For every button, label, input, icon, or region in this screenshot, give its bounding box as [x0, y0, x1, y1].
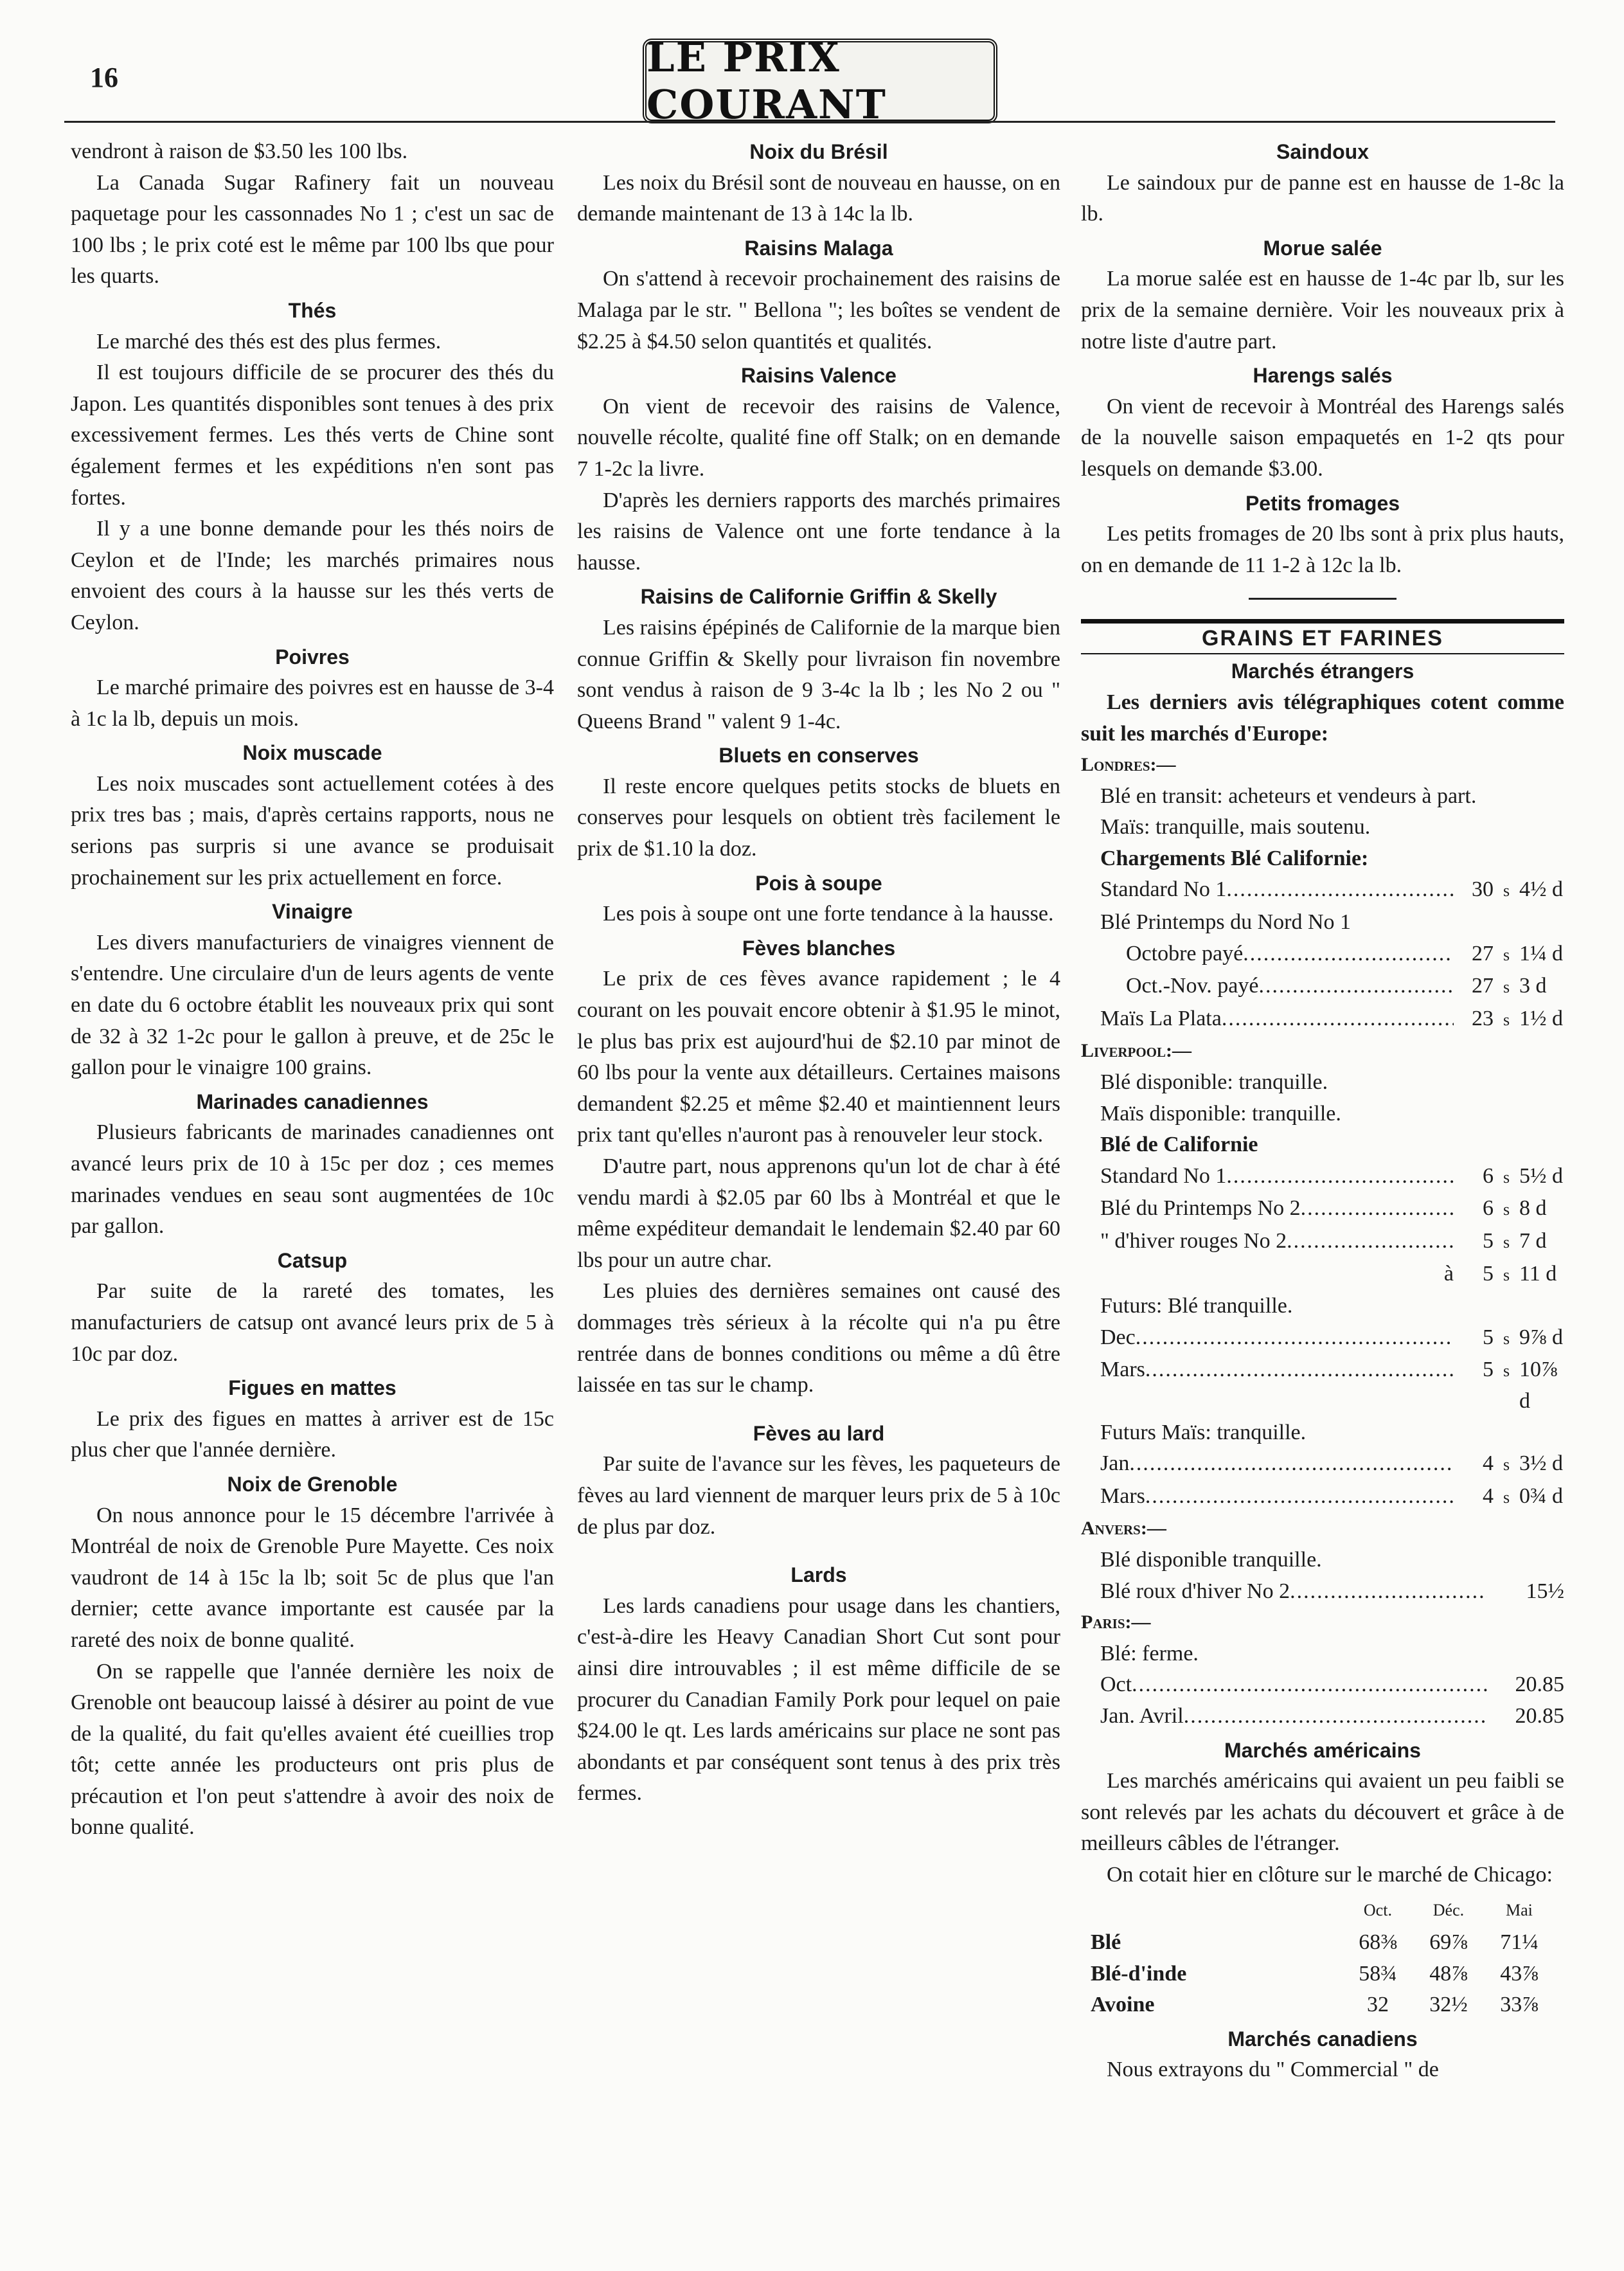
paragraph: Maïs: tranquille, mais soutenu.: [1100, 815, 1371, 839]
paragraph: Les divers manufacturiers de vinaigres viennent de s'entendre. Une circulaire d'un de leurs agents de vente en date du 6 octobre établit les nouveaux prix qui sont de 32 à 32 1-2c pour le gallon à preuve, et de 25c le gallon pour le vinaigre 100 grains.: [71, 930, 554, 1080]
paragraph: On se rappelle que l'année dernière les noix de Grenoble ont beaucoup laissé à désirer au point de vue de la qualité, du fait qu'elles avaient été cueillies trop tôt; cette année les producteurs ont pris plus de précaution et l'on peut s'attendre à avoir des noix de bonne qualité.: [71, 1659, 554, 1840]
paragraph: Les noix muscades sont actuellement cotées à des prix tres bas ; mais, d'après certains rapports, nous ne serions pas surpris si une avance se produisait prochainement sur les prix actuellement en force.: [71, 771, 554, 890]
heading-lards: Lards: [790, 1563, 847, 1587]
column-2: [577, 136, 1060, 1809]
paragraph: Les pois à soupe ont une forte tendance à la hausse.: [603, 902, 1054, 926]
quote-row: Mars ..... 5 s 10⅞ d: [1081, 1354, 1564, 1417]
paragraph: Les pluies des dernières semaines ont causé des dommages très sérieux à la récolte qui n'a pu être rentrée dans de bonnes conditions ou même a dû être laissée en tas sur le champ.: [577, 1279, 1060, 1397]
column-3: [1081, 136, 1564, 2086]
table-header: Oct.: [1363, 1901, 1392, 1920]
paragraph: Le marché primaire des poivres est en hausse de 3-4 à 1c la lb, depuis un mois.: [71, 676, 554, 731]
paragraph: Les derniers avis télégraphiques cotent comme suit les marchés d'Europe:: [1081, 690, 1564, 746]
paragraph: Par suite de l'avance sur les fèves, les paqueteurs de fèves au lard viennent de marquer leurs prix de 5 à 10c de plus par doz.: [577, 1452, 1060, 1539]
quote-row: Blé roux d'hiver No 2 ..... 15½: [1081, 1576, 1564, 1608]
paragraph: La morue salée est en hausse de 1-4c par lb, sur les prix de la semaine dernière. Voir les nouveaux prix à notre liste d'autre part.: [1081, 267, 1564, 354]
market-london: Londres:—: [1081, 754, 1176, 776]
quote-row: Jan ..... 4 s 3½ d: [1081, 1448, 1564, 1481]
quote-row: Oct ..... 20.85: [1081, 1669, 1564, 1701]
quote-row: Octobre payé ..... 27 s 1¼ d: [1081, 938, 1564, 971]
section-heading-grains: GRAINS ET FARINES: [1081, 619, 1564, 654]
heading-vinaigre: Vinaigre: [272, 900, 353, 924]
header-rule: [64, 121, 1555, 123]
paragraph: Le saindoux pur de panne est en hausse de 1-8c la lb.: [1081, 170, 1564, 226]
paragraph: D'après les derniers rapports des marchés primaires les raisins de Valence ont une forte tendance à la hausse.: [577, 488, 1060, 575]
table-row: Avoine 32 32½ 33⅞: [1091, 1993, 1539, 2017]
paragraph: Il est toujours difficile de se procurer des thés du Japon. Les quantités disponibles sont tenues à des prix excessivement fermes. Les thés verts de Chine sont également fermes et les expéditions n'en sont pas fortes.: [71, 361, 554, 510]
paragraph: Les lards canadiens pour usage dans les chantiers, c'est-à-dire les Heavy Canadian Short Cut sont pour ainsi dire introuvables ; il est même difficile de se procurer du Canadian Family Pork pour lequel on paie $24.00 le qt. Les lards américains sur place ne sont pas abondants et par conséquent sont tenus à des prix très fermes.: [577, 1593, 1060, 1806]
market-liverpool: Liverpool:—: [1081, 1040, 1192, 1062]
paragraph: On vient de recevoir des raisins de Valence, nouvelle récolte, qualité fine off Stalk; on en demande 7 1-2c la livre.: [577, 394, 1060, 481]
market-anvers: Anvers:—: [1081, 1518, 1166, 1539]
paragraph: Blé: ferme.: [1100, 1641, 1199, 1665]
paragraph: Il y a une bonne demande pour les thés noirs de Ceylon et de l'Inde; les marchés primaires nous envoient des cours à la hausse sur les thés verts de Ceylon.: [71, 517, 554, 634]
heading-figues: Figues en mattes: [228, 1376, 397, 1400]
quote-row: " d'hiver rouges No 2 ..... 5 s 7 d: [1081, 1226, 1564, 1259]
paragraph: On s'attend à recevoir prochainement des raisins de Malaga par le str. " Bellona "; les boîtes se vendent de $2.25 à $4.50 selon quantités et qualités.: [577, 267, 1060, 354]
paragraph: Blé disponible tranquille.: [1100, 1547, 1322, 1572]
table-header: Déc.: [1432, 1901, 1465, 1920]
paragraph: Futurs: Blé tranquille.: [1100, 1294, 1293, 1318]
heading-petits-fromages: Petits fromages: [1245, 491, 1400, 515]
paragraph: Plusieurs fabricants de marinades canadiennes ont avancé leurs prix de 10 à 15c per doz ; ces memes marinades vendues en seau sont augmentées de 10c par gallon.: [71, 1120, 554, 1239]
quote-row: à 5 s 11 d: [1443, 1261, 1557, 1286]
subheading: Chargements Blé Californie:: [1100, 846, 1369, 870]
page-number: 16: [90, 62, 118, 93]
heading-bluets: Bluets en conserves: [718, 744, 919, 767]
heading-harengs: Harengs salés: [1253, 364, 1393, 388]
quote-row: Standard No 1 ..... 30 s 4½ d: [1081, 874, 1564, 907]
quote-row: Blé du Printemps No 2 ..... 6 s 8 d: [1081, 1193, 1564, 1226]
paragraph: On vient de recevoir à Montréal des Harengs salés de la nouvelle saison empaquetés en 1-2 qts pour lesquels on demande $3.00.: [1081, 394, 1564, 481]
heading-marinades: Marinades canadiennes: [196, 1090, 429, 1113]
paragraph: Blé en transit: acheteurs et vendeurs à part.: [1100, 784, 1477, 808]
paragraph: Le prix des figues en mattes à arriver est de 15c plus cher que l'année dernière.: [71, 1406, 554, 1462]
paragraph: On nous annonce pour le 15 décembre l'arrivée à Montréal de noix de Grenoble Pure Mayette. Ces noix vaudront de 14 à 15c la lb; soit 5c de plus que l'an dernier; cette avance importante est causée par la rareté des noix de bonne qualité.: [71, 1503, 554, 1652]
heading-feves-au-lard: Fèves au lard: [753, 1421, 885, 1445]
heading-morue: Morue salée: [1263, 236, 1382, 260]
quote-row: Blé Printemps du Nord No 1: [1100, 910, 1352, 935]
heading-noix-grenoble: Noix de Grenoble: [227, 1472, 398, 1496]
heading-marches-americains: Marchés américains: [1224, 1738, 1421, 1762]
heading-catsup: Catsup: [277, 1248, 348, 1272]
paragraph: On cotait hier en clôture sur le marché de Chicago:: [1107, 1862, 1553, 1887]
quote-row: Standard No 1 ..... 6 s 5½ d: [1081, 1161, 1564, 1194]
heading-feves-blanches: Fèves blanches: [742, 936, 896, 960]
heading-thes: Thés: [288, 298, 337, 322]
paragraph: Les noix du Brésil sont de nouveau en hausse, on en demande maintenant de 13 à 14c la lb.: [577, 170, 1060, 226]
paragraph: Le prix de ces fèves avance rapidement ; le 4 courant on les pouvait encore obtenir à $1.95 le minot, le plus bas prix est aujourd'hui de $2.10 par minot de 60 lbs pour la vente aux détailleurs. Certaines maisons demandent $2.25 et même $2.40 et maintiennent leurs prix tant qu'elles n'auront pas à renouveler leur stock.: [577, 967, 1060, 1147]
paragraph: Blé disponible: tranquille.: [1100, 1070, 1328, 1095]
quote-row: Mars ..... 4 s 0¾ d: [1081, 1481, 1564, 1514]
paragraph: Futurs Maïs: tranquille.: [1100, 1420, 1307, 1444]
paragraph: Il reste encore quelques petits stocks de bluets en conserves pour lesquels on obtient très facilement le prix de $1.10 la doz.: [577, 774, 1060, 861]
heading-marches-canadiens: Marchés canadiens: [1227, 2027, 1418, 2051]
chicago-quotes-table: [1091, 1894, 1555, 2020]
paragraph: Les petits fromages de 20 lbs sont à prix plus hauts, on en demande de 11 1-2 à 12c la lb.: [1081, 522, 1564, 577]
heading-raisins-valence: Raisins Valence: [741, 364, 897, 388]
paragraph: Maïs disponible: tranquille.: [1100, 1101, 1341, 1126]
subheading: Blé de Californie: [1100, 1133, 1258, 1157]
table-row: Blé 68⅜ 69⅞ 71¼: [1091, 1930, 1539, 1955]
paragraph: Les raisins épépinés de Californie de la marque bien connue Griffin & Skelly pour livraison fin novembre sont vendus à raison de 9 3-4c la lb ; les No 2 ou " Queens Brand " valent 9 1-4c.: [577, 615, 1060, 733]
heading-raisins-malaga: Raisins Malaga: [744, 236, 893, 260]
column-1: [71, 136, 554, 1844]
heading-pois: Pois à soupe: [755, 871, 882, 895]
heading-saindoux: Saindoux: [1276, 140, 1369, 163]
paragraph: La Canada Sugar Rafinery fait un nouveau paquetage pour les cassonnades No 1 ; c'est un sac de 100 lbs ; le prix coté est le même par 100 lbs que pour les quarts.: [71, 170, 554, 289]
heading-noix-muscade: Noix muscade: [242, 741, 382, 765]
quote-row: Dec ..... 5 s 9⅞ d: [1081, 1322, 1564, 1355]
divider: [1249, 598, 1396, 600]
masthead-logo: LE PRIX COURANT: [643, 39, 997, 123]
paragraph: Nous extrayons du " Commercial " de: [1107, 2058, 1439, 2082]
paragraph: Les marchés américains qui avaient un peu faibli se sont relevés par les achats du découvert et grâce à de meilleurs câbles de l'étranger.: [1081, 1769, 1564, 1856]
quote-row: Oct.-Nov. payé ..... 27 s 3 d: [1081, 971, 1564, 1003]
heading-noix-bresil: Noix du Brésil: [749, 140, 888, 163]
market-paris: Paris:—: [1081, 1611, 1151, 1633]
quote-row: Maïs La Plata ..... 23 s 1½ d: [1081, 1003, 1564, 1036]
paragraph: D'autre part, nous apprenons qu'un lot de char à été vendu mardi à $2.05 par 60 lbs à Montréal et que le même expéditeur demandait le lendemain $2.40 par 60 lbs pour un autre char.: [577, 1154, 1060, 1272]
paragraph: vendront à raison de $3.50 les 100 lbs.: [71, 139, 408, 163]
table-row: Blé-d'inde 58¾ 48⅞ 43⅞: [1091, 1961, 1539, 1986]
table-header: Mai: [1505, 1901, 1533, 1920]
heading-poivres: Poivres: [275, 645, 350, 669]
quote-row: Jan. Avril ..... 20.85: [1081, 1701, 1564, 1732]
heading-marches-etrangers: Marchés étrangers: [1231, 660, 1414, 683]
heading-raisins-californie: Raisins de Californie Griffin & Skelly: [640, 585, 997, 609]
paragraph: Le marché des thés est des plus fermes.: [96, 329, 442, 354]
paragraph: Par suite de la rareté des tomates, les manufacturiers de catsup ont avancé leurs prix de 5 à 10c par doz.: [71, 1279, 554, 1366]
